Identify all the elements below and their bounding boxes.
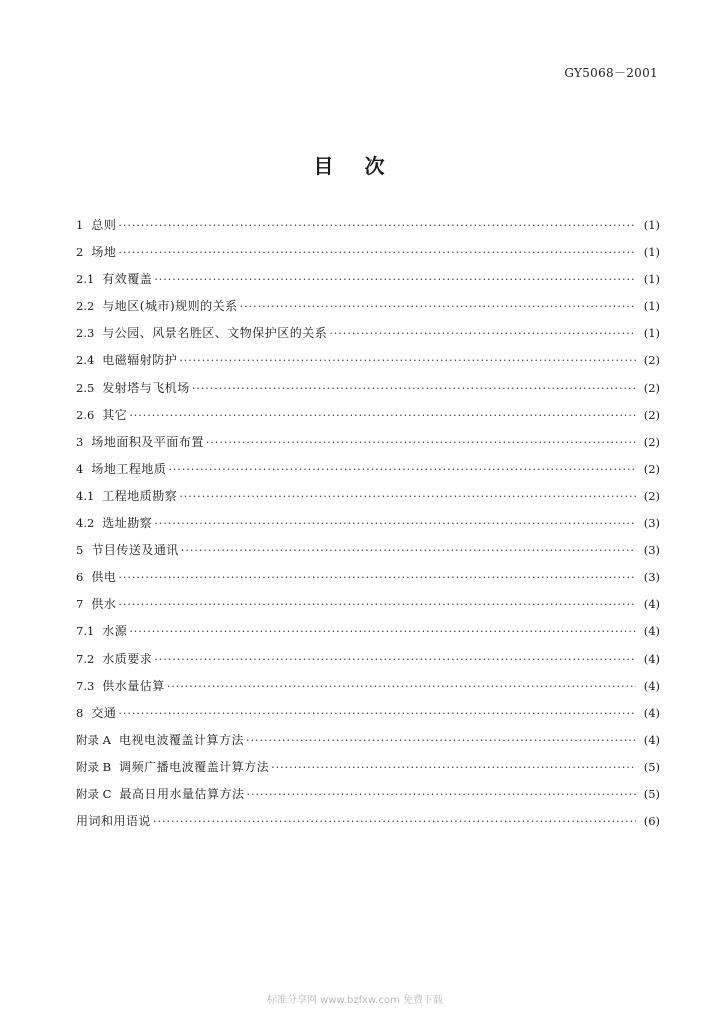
toc-entry-page: (3) bbox=[643, 570, 660, 585]
toc-entry-title: 场地工程地质 bbox=[91, 461, 167, 476]
toc-entry bbox=[76, 483, 660, 510]
toc-dot-leader bbox=[118, 212, 636, 239]
toc-entry bbox=[76, 375, 660, 402]
toc-entry-number: 2.4 bbox=[76, 353, 95, 368]
toc-entry-title: 交通 bbox=[91, 705, 117, 720]
toc-entry-title: 电视电波覆盖计算方法 bbox=[118, 732, 244, 747]
toc-entry-page: (4) bbox=[643, 732, 660, 747]
toc-entry bbox=[76, 402, 660, 429]
toc-entry-number: 附录 C bbox=[76, 786, 112, 801]
toc-entry bbox=[76, 537, 660, 564]
toc-entry-page: (2) bbox=[643, 353, 660, 368]
toc-dot-leader bbox=[240, 293, 636, 320]
toc-entry-page: (3) bbox=[643, 543, 660, 558]
toc-entry-title: 选址勘察 bbox=[102, 516, 153, 531]
toc-entry-page: (2) bbox=[643, 461, 660, 476]
toc-entry bbox=[76, 618, 660, 645]
toc-entry bbox=[76, 456, 660, 483]
toc-entry-page: (1) bbox=[643, 218, 660, 232]
toc-entry bbox=[76, 673, 660, 700]
toc-dot-leader bbox=[154, 646, 636, 673]
toc-dot-leader bbox=[179, 347, 636, 374]
toc-dot-leader bbox=[118, 591, 636, 618]
toc-entry-number: 2.5 bbox=[76, 380, 95, 395]
toc-dot-leader bbox=[118, 700, 636, 727]
toc-entry-title: 供水量估算 bbox=[102, 678, 165, 693]
toc-entry-number: 2.2 bbox=[76, 299, 95, 314]
toc-dot-leader bbox=[179, 483, 636, 510]
document-code: GY5068－2001 bbox=[564, 66, 658, 80]
toc-entry-page: (1) bbox=[643, 245, 660, 260]
toc-entry-number: 7.1 bbox=[76, 624, 95, 639]
toc-entry bbox=[76, 700, 660, 727]
toc-entry-page: (1) bbox=[643, 326, 660, 341]
toc-dot-leader bbox=[118, 564, 636, 591]
toc-dot-leader bbox=[206, 429, 636, 456]
toc-entry-number: 2 bbox=[76, 245, 84, 260]
toc-entry-page: (4) bbox=[643, 705, 660, 720]
toc-entry-page: (1) bbox=[643, 299, 660, 314]
toc-entry-title: 其它 bbox=[102, 407, 128, 422]
toc-entry-number: 7.2 bbox=[76, 651, 95, 666]
toc-entry-number: 7.3 bbox=[76, 678, 95, 693]
toc-entry-number: 4 bbox=[76, 461, 84, 476]
toc-entry-page: (6) bbox=[643, 814, 660, 829]
toc-entry bbox=[76, 564, 660, 591]
toc-entry-number: 2.6 bbox=[76, 407, 95, 422]
toc-entry bbox=[76, 781, 660, 808]
toc-entry-number: 1 bbox=[76, 218, 84, 232]
toc-entry-title: 供电 bbox=[91, 570, 117, 585]
toc-entry-title: 调频广播电波覆盖计算方法 bbox=[119, 759, 270, 774]
toc-entry-title: 水源 bbox=[102, 624, 128, 639]
toc-entry-number: 2.3 bbox=[76, 326, 95, 341]
toc-entry-title: 电磁辐射防护 bbox=[102, 353, 178, 368]
toc-entry-page: (4) bbox=[643, 651, 660, 666]
toc-entry-title: 节目传送及通讯 bbox=[91, 543, 179, 558]
toc-entry-page: (2) bbox=[643, 407, 660, 422]
toc-entry bbox=[76, 239, 660, 266]
toc-entry bbox=[76, 212, 660, 239]
toc-entry bbox=[76, 347, 660, 374]
toc-entry-page: (4) bbox=[643, 678, 660, 693]
toc-entry-number: 5 bbox=[76, 543, 84, 558]
toc-entry-title: 场地 bbox=[91, 245, 117, 260]
toc-entry-number: 7 bbox=[76, 597, 84, 612]
toc-entry bbox=[76, 266, 660, 293]
toc-entry-number: 8 bbox=[76, 705, 84, 720]
toc-dot-leader bbox=[181, 537, 636, 564]
toc-entry-title: 场地面积及平面布置 bbox=[91, 434, 204, 449]
toc-dot-leader bbox=[168, 456, 636, 483]
toc-entry-title: 用词和用语说 bbox=[76, 814, 152, 829]
watermark: 标准分享网 www.bzfxw.com 免费下载 bbox=[267, 995, 443, 1006]
toc-entry-title: 有效覆盖 bbox=[102, 272, 153, 287]
toc-entry-number: 3 bbox=[76, 434, 84, 449]
page-title: 目 次 bbox=[313, 154, 397, 178]
toc-entry bbox=[76, 510, 660, 537]
toc-entry-page: (2) bbox=[643, 434, 660, 449]
toc-entry-page: (5) bbox=[643, 786, 660, 801]
toc-entry bbox=[76, 727, 660, 754]
toc-entry-page: (1) bbox=[643, 272, 660, 287]
toc-dot-leader bbox=[129, 402, 636, 429]
toc-entry-page: (4) bbox=[643, 597, 660, 612]
toc-entry-number: 附录 A bbox=[76, 732, 111, 747]
toc-entry-title: 最高日用水量估算方法 bbox=[119, 786, 245, 801]
toc-entry-title: 水质要求 bbox=[102, 651, 153, 666]
toc-dot-leader bbox=[167, 673, 636, 700]
toc-entry-page: (4) bbox=[643, 624, 660, 639]
toc-entry-number: 2.1 bbox=[76, 272, 95, 287]
toc-entry-title: 与地区(城市)规则的关系 bbox=[102, 299, 238, 314]
toc-dot-leader bbox=[246, 781, 636, 808]
toc-entry-title: 发射塔与飞机场 bbox=[102, 380, 190, 395]
toc-entry-title: 工程地质勘察 bbox=[102, 488, 178, 503]
toc-entry-page: (2) bbox=[643, 488, 660, 503]
table-of-contents bbox=[76, 212, 660, 835]
toc-entry bbox=[76, 808, 660, 835]
toc-dot-leader bbox=[154, 266, 636, 293]
toc-dot-leader bbox=[246, 727, 636, 754]
toc-entry-title: 与公园、风景名胜区、文物保护区的关系 bbox=[102, 326, 328, 341]
toc-dot-leader bbox=[153, 808, 636, 835]
toc-entry bbox=[76, 591, 660, 618]
toc-entry-page: (2) bbox=[643, 380, 660, 395]
toc-entry bbox=[76, 293, 660, 320]
toc-entry-number: 4.1 bbox=[76, 488, 95, 503]
toc-dot-leader bbox=[129, 618, 636, 645]
toc-dot-leader bbox=[192, 375, 636, 402]
toc-entry bbox=[76, 429, 660, 456]
toc-entry-title: 供水 bbox=[91, 597, 117, 612]
toc-entry-number: 4.2 bbox=[76, 516, 95, 531]
toc-entry bbox=[76, 320, 660, 347]
toc-dot-leader bbox=[154, 510, 636, 537]
toc-entry-page: (5) bbox=[643, 759, 660, 774]
toc-dot-leader bbox=[329, 320, 636, 347]
toc-entry-number: 附录 B bbox=[76, 759, 112, 774]
toc-entry-page: (3) bbox=[643, 516, 660, 531]
toc-entry-number: 6 bbox=[76, 570, 84, 585]
toc-dot-leader bbox=[118, 239, 636, 266]
toc-entry bbox=[76, 754, 660, 781]
toc-entry bbox=[76, 646, 660, 673]
toc-dot-leader bbox=[271, 754, 636, 781]
toc-entry-title: 总则 bbox=[91, 218, 117, 232]
